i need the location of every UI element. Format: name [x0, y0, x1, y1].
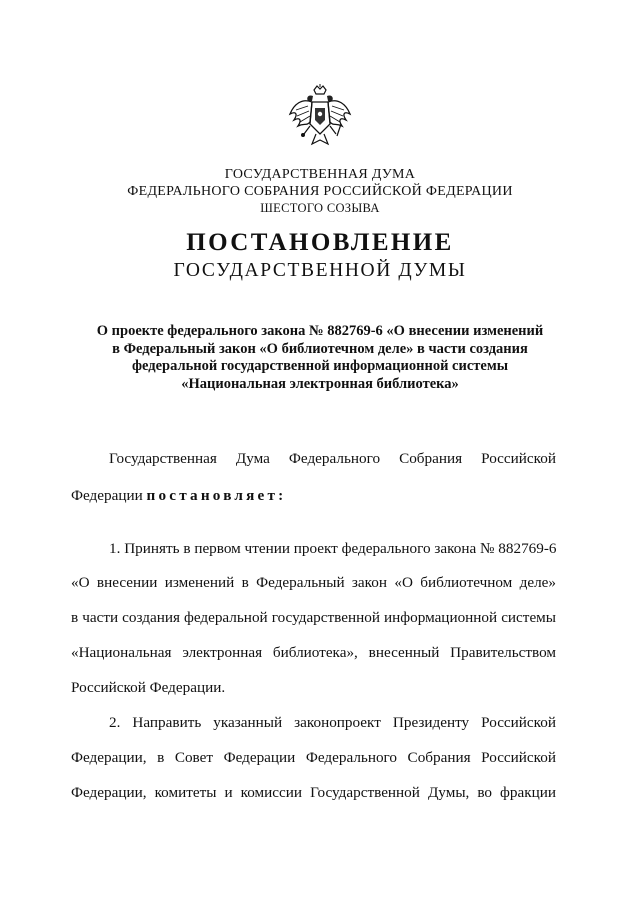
paragraph-2-line: 2. Направить указанный законопроект Президенту Российской [109, 714, 556, 731]
preamble-line [71, 487, 556, 505]
paragraph-1-line: в части создания федеральной государственной информационной системы [71, 609, 556, 626]
resolution-verb: постановляет: [146, 487, 287, 504]
org-name-line-2: ФЕДЕРАЛЬНОГО СОБРАНИЯ РОССИЙСКОЙ ФЕДЕРАЦИИ [127, 184, 513, 199]
subject-line: федеральной государственной информационной системы [131, 358, 509, 374]
subject-line: «Национальная электронная библиотека» [181, 375, 459, 392]
document-issuer-heading: ГОСУДАРСТВЕННОЙ ДУМЫ [173, 260, 467, 281]
org-name-line-1: ГОСУДАРСТВЕННАЯ ДУМА [224, 167, 416, 182]
subject-heading [60, 323, 580, 393]
preamble-prefix: Федерации [71, 487, 147, 504]
paragraph-1-line: Российской Федерации. [71, 679, 226, 696]
paragraph-2-line: Федерации, комитеты и комиссии Государственной Думы, во фракции [71, 784, 556, 801]
paragraph-2-line: Федерации, в Совет Федерации Федерального Собрания Российской [71, 749, 556, 766]
paragraph-1-line: 1. Принять в первом чтении проект федерального закона № 882769-6 [109, 540, 557, 557]
paragraph-1-line: «О внесении изменений в Федеральный закон «О библиотечном деле» [71, 574, 556, 591]
document-type-heading: ПОСТАНОВЛЕНИЕ [186, 229, 454, 256]
preamble-line: Государственная Дума Федерального Собрания Российской [109, 450, 556, 467]
coat-of-arms-icon [286, 84, 354, 154]
subject-line: О проекте федерального закона № 882769-6 «О внесении изменений [96, 323, 544, 339]
subject-line: в Федеральный закон «О библиотечном деле» в части создания [112, 340, 528, 357]
convocation-line: ШЕСТОГО СОЗЫВА [260, 201, 380, 215]
paragraph-1-line: «Национальная электронная библиотека», внесенный Правительством [71, 644, 556, 661]
